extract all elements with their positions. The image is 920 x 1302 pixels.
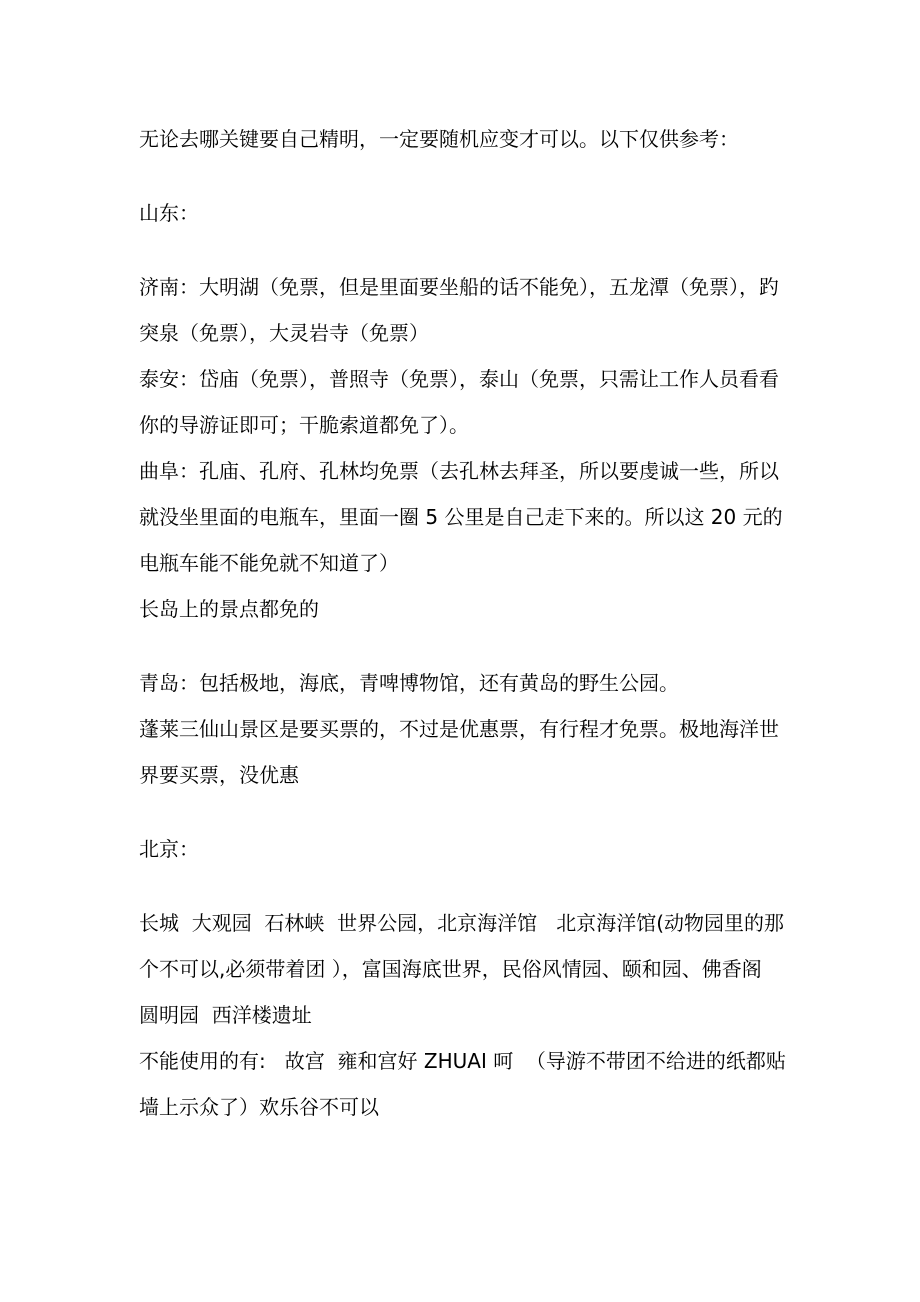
- penglai-paragraph: 蓬莱三仙山景区是要买票的，不过是优惠票，有行程才免票。极地海洋世界要买票，没优惠: [139, 717, 779, 787]
- beijing-not-allowed-paragraph: 不能使用的有: 故宫 雍和宫好 ZHUAI 呵 （导游不带团不给进的纸都贴墙上示众了）欢乐谷不可以: [139, 1049, 786, 1119]
- taian-paragraph: 泰安：岱庙（免票），普照寺（免票），泰山（免票，只需让工作人员看看你的导游证即可；干脆索道都免了）。: [139, 367, 779, 437]
- beijing-heading: 北京：: [139, 837, 199, 861]
- qufu-paragraph: 曲阜：孔庙、孔府、孔林均免票（去孔林去拜圣，所以要虔诚一些，所以就没坐里面的电瓶车，里面一圈 5 公里是自己走下来的。所以这 20 元的电瓶车能不能免就不知道了）: [139, 459, 783, 575]
- intro-paragraph: 无论去哪关键要自己精明，一定要随机应变才可以。以下仅供参考：: [139, 127, 739, 151]
- paragraph-gap: [139, 798, 789, 826]
- paragraph-gap: [139, 236, 789, 264]
- qingdao-paragraph: 青岛：包括极地，海底，青啤博物馆，还有黄岛的野生公园。: [139, 671, 679, 695]
- beijing-allowed-paragraph: 长城 大观园 石林峡 世界公园，北京海洋馆 北京海洋馆(动物园里的那个不可以,必须带着团 ），富国海底世界，民俗风情园、颐和园、佛香阁 圆明园 西洋楼遗址: [139, 911, 785, 1027]
- paragraph-gap: [139, 162, 789, 190]
- document-body: [139, 116, 789, 1130]
- paragraph-gap: [139, 872, 789, 900]
- paragraph-gap: [139, 632, 789, 660]
- changdao-paragraph: 长岛上的景点都免的: [139, 597, 319, 621]
- jinan-paragraph: 济南：大明湖（免票，但是里面要坐船的话不能免），五龙潭（免票），趵突泉（免票），大灵岩寺（免票）: [139, 275, 779, 345]
- shandong-heading: 山东：: [139, 201, 199, 225]
